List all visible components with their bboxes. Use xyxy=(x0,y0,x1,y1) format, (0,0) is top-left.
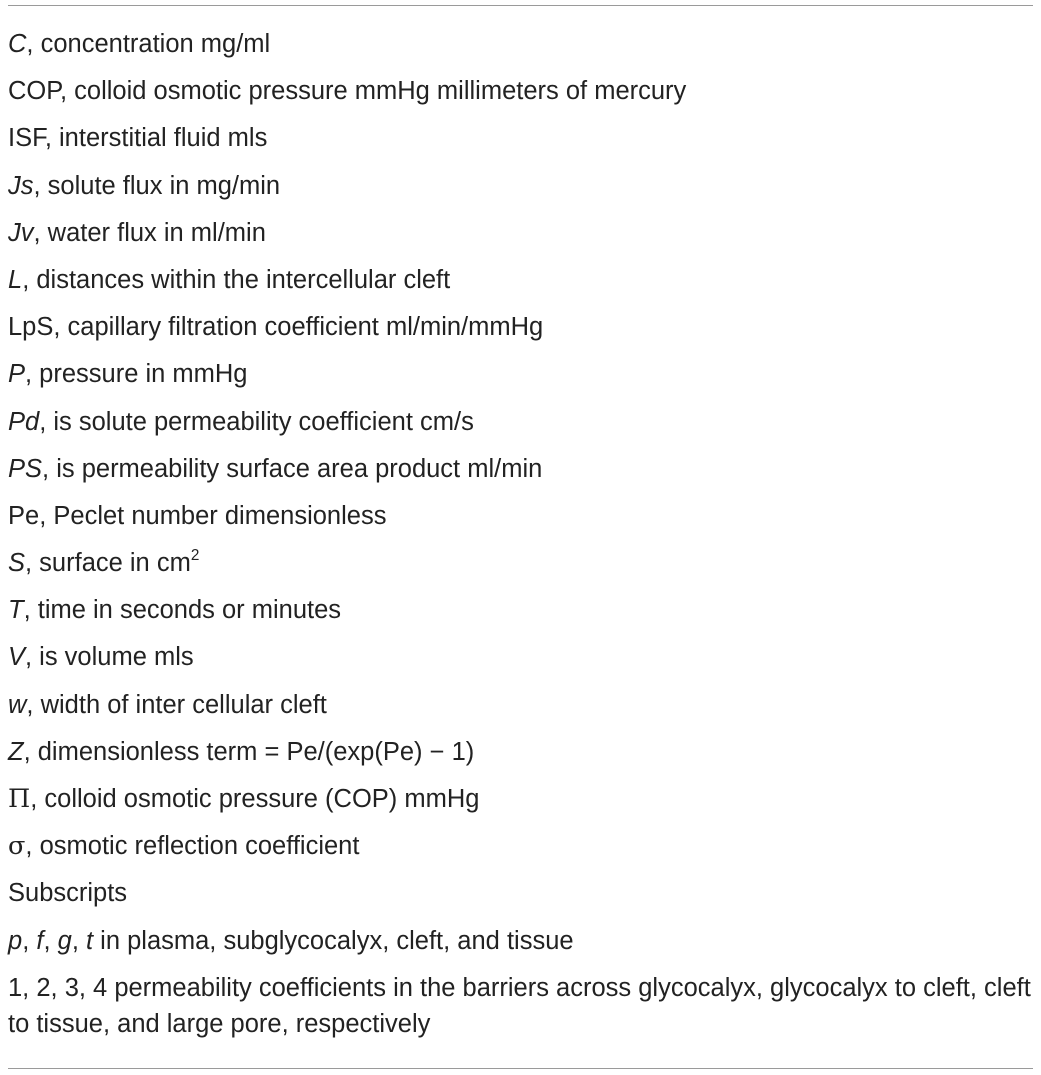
symbol: Z xyxy=(8,737,24,766)
description: , interstitial fluid mls xyxy=(44,124,268,153)
description: , colloid osmotic pressure (COP) mmHg xyxy=(30,785,480,813)
symbol: t xyxy=(85,926,94,955)
symbol: g xyxy=(57,926,72,955)
symbol: Π xyxy=(8,784,31,814)
superscript: 2 xyxy=(190,546,200,564)
list-item xyxy=(8,257,1033,304)
description: in plasma, subglycocalyx, cleft, and tissue xyxy=(93,926,574,955)
description: , surface in cm xyxy=(25,549,191,578)
description: , distances within the intercellular cleft xyxy=(22,265,451,294)
list-item xyxy=(8,776,1033,823)
symbol: V xyxy=(8,643,26,672)
description: , water flux in ml/min xyxy=(33,218,266,247)
top-rule xyxy=(8,5,1033,6)
description: , Peclet number dimensionless xyxy=(39,501,387,530)
list-item xyxy=(8,918,1033,965)
symbol: L xyxy=(8,265,23,294)
symbol: w xyxy=(8,690,27,719)
symbol: σ xyxy=(8,831,26,862)
symbol: T xyxy=(8,596,24,625)
list-item xyxy=(8,210,1033,257)
description: , solute flux in mg/min xyxy=(33,171,281,200)
separator: , xyxy=(71,926,86,955)
description: , concentration mg/ml xyxy=(26,30,271,58)
separator: , xyxy=(43,926,58,955)
list-item xyxy=(8,68,1033,115)
description: , colloid osmotic pressure mmHg millimeters of mercury xyxy=(59,77,687,106)
symbol: PS xyxy=(8,454,43,483)
bottom-rule xyxy=(8,1068,1033,1069)
description: , pressure in mmHg xyxy=(25,360,248,389)
symbol: p xyxy=(8,926,23,955)
description: , is solute permeability coefficient cm/s xyxy=(39,407,474,436)
nomenclature-list xyxy=(8,21,1033,1042)
list-item xyxy=(8,823,1033,870)
symbol: Pd xyxy=(8,407,40,436)
list-item xyxy=(8,729,1033,776)
list-item xyxy=(8,634,1033,681)
list-item xyxy=(8,587,1033,634)
list-item xyxy=(8,304,1033,351)
description: , capillary filtration coefficient ml/min/mmHg xyxy=(53,313,544,342)
list-item xyxy=(8,115,1033,162)
list-item xyxy=(8,21,1033,68)
description: , is permeability surface area product ml/min xyxy=(42,454,543,483)
list-item xyxy=(8,399,1033,446)
list-item xyxy=(8,351,1033,398)
symbol: Jv xyxy=(8,218,34,247)
list-item xyxy=(8,682,1033,729)
heading-text: Subscripts xyxy=(8,879,128,908)
subscripts-heading xyxy=(8,870,1033,917)
symbol: P xyxy=(8,360,26,389)
description: , is volume mls xyxy=(25,643,194,672)
symbol: COP xyxy=(8,77,60,106)
symbol: ISF xyxy=(8,124,45,153)
list-item xyxy=(8,446,1033,493)
description: 1, 2, 3, 4 permeability coefficients in the barriers across glycocalyx, glycocalyx to cleft, cleft to tissue, and large pore, respectively xyxy=(8,973,1031,1038)
symbol: Pe xyxy=(8,501,40,530)
description: , osmotic reflection coefficient xyxy=(25,832,360,861)
separator: , xyxy=(22,926,37,955)
list-item xyxy=(8,965,1033,1042)
list-item xyxy=(8,163,1033,210)
description: , dimensionless term = Pe/(exp(Pe) − 1) xyxy=(23,737,475,766)
description: , time in seconds or minutes xyxy=(23,596,342,625)
symbol: Js xyxy=(8,171,34,200)
symbol: C xyxy=(8,30,27,58)
list-item xyxy=(8,540,1033,587)
symbol: f xyxy=(36,926,44,955)
list-item xyxy=(8,493,1033,540)
symbol: S xyxy=(8,549,26,578)
symbol: LpS xyxy=(8,313,54,342)
description: , width of inter cellular cleft xyxy=(26,690,327,719)
